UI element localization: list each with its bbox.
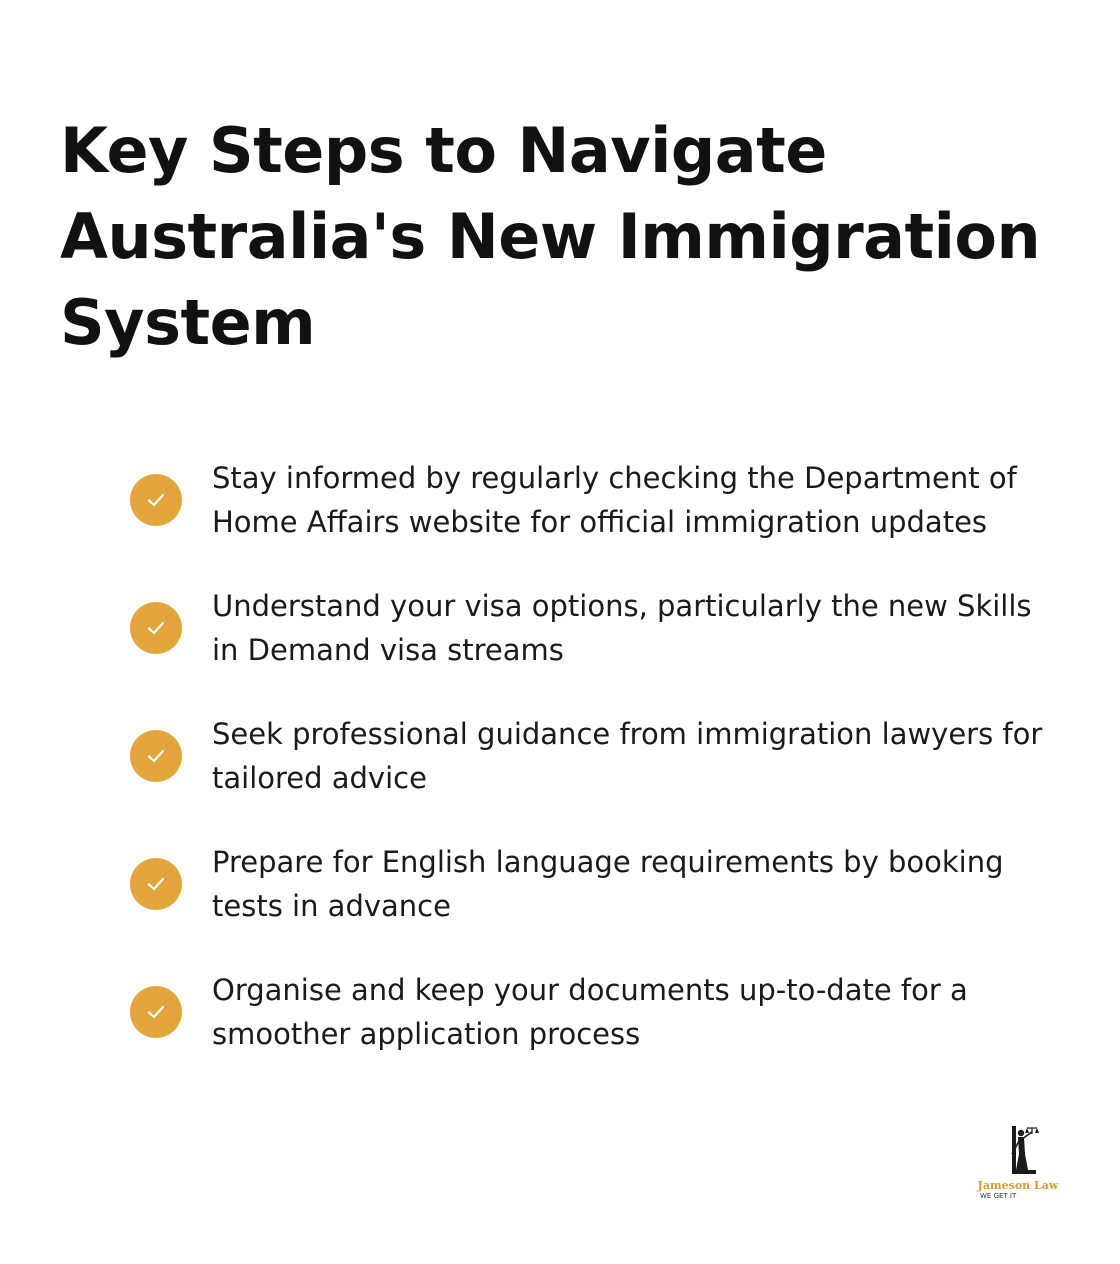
- logo-tagline: WE GET IT: [980, 1192, 1017, 1200]
- step-text: Prepare for English language requirements by booking tests in advance: [212, 845, 1004, 923]
- steps-list: [130, 456, 1060, 1096]
- logo-name: Jameson Law: [977, 1179, 1059, 1192]
- step-text: Stay informed by regularly checking the Department of Home Affairs website for official immigration updates: [212, 461, 1017, 539]
- check-icon: [130, 986, 182, 1038]
- step-text: Organise and keep your documents up-to-date for a smoother application process: [212, 973, 968, 1051]
- step-text: Seek professional guidance from immigration lawyers for tailored advice: [212, 717, 1043, 795]
- list-item: [130, 456, 1060, 544]
- jameson-law-logo: [976, 1124, 1060, 1204]
- step-text: Understand your visa options, particularly the new Skills in Demand visa streams: [212, 589, 1032, 667]
- check-icon: [130, 730, 182, 782]
- page-title: Key Steps to Navigate Australia's New Immigration System: [60, 114, 1041, 359]
- check-icon: [130, 474, 182, 526]
- list-item: [130, 712, 1060, 800]
- check-icon: [130, 602, 182, 654]
- list-item: [130, 968, 1060, 1056]
- list-item: [130, 584, 1060, 672]
- justice-figure-icon: [994, 1124, 1040, 1180]
- list-item: [130, 840, 1060, 928]
- check-icon: [130, 858, 182, 910]
